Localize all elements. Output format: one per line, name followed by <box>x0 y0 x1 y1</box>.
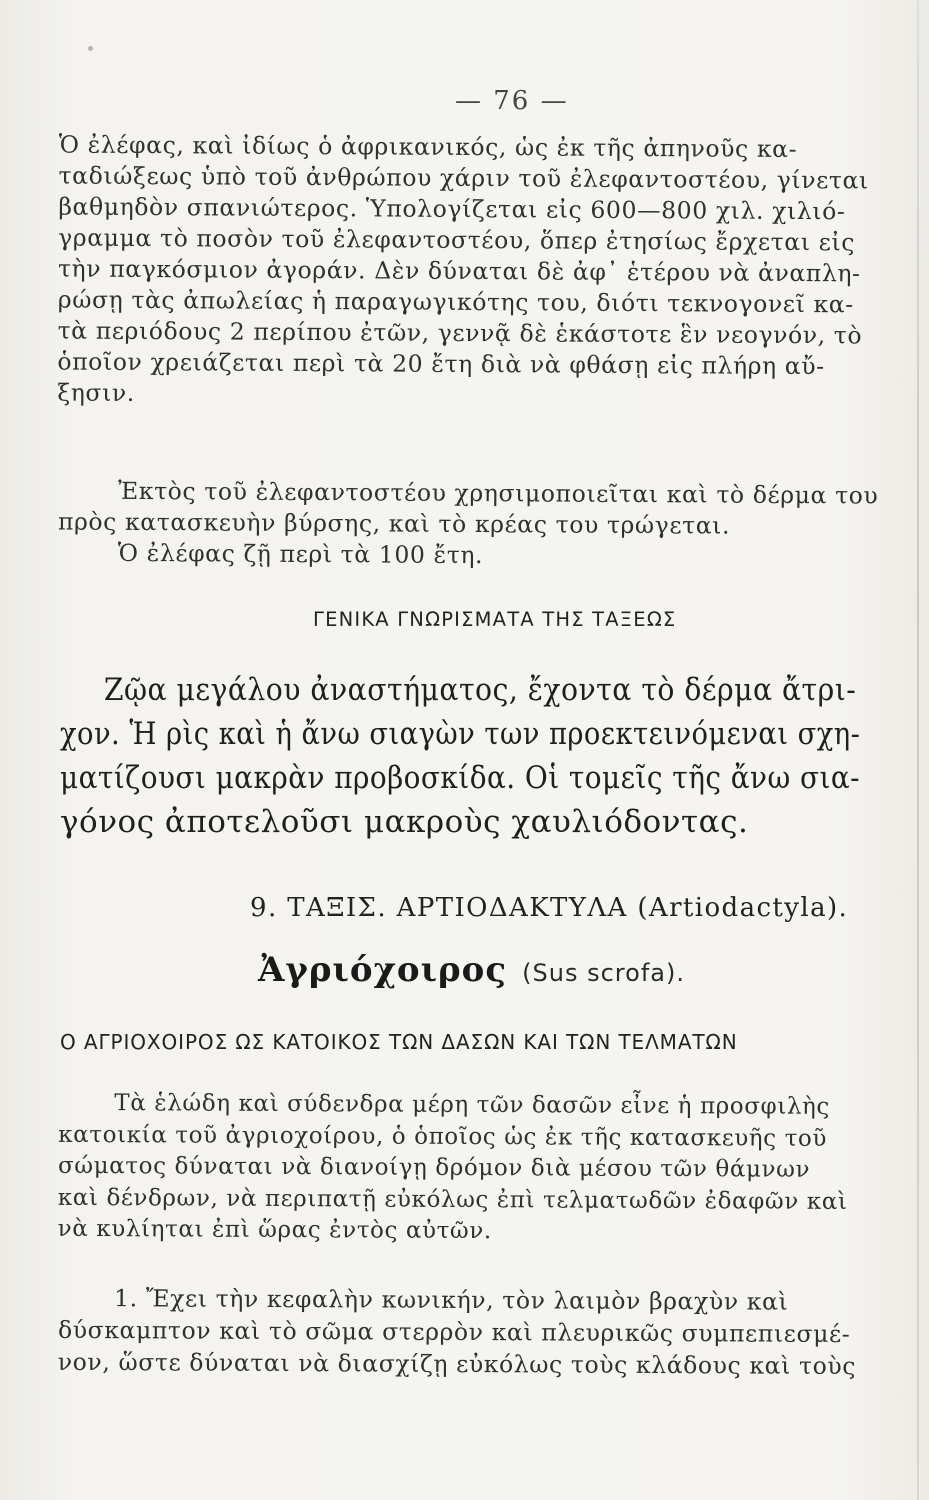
species-latin-name: (Sus scrofa). <box>522 959 685 987</box>
text-line: χον. Ἡ ρὶς καὶ ἡ ἄνω σιαγὼν των προεκτεινόμεναι σχη- <box>60 716 861 752</box>
text-line: Ὁ ἐλέφας, καὶ ἰδίως ὁ ἀφρικανικός, ὡς ἐκ τῆς ἀπηνοῦς κα- <box>58 130 798 164</box>
order-title: 9. ΤΑΞΙΣ. ΑΡΤΙΟΔΑΚΤΥΛΑ (Artiodactyla). <box>250 893 849 923</box>
page-edge-shadow <box>917 0 919 1500</box>
general-features-text <box>60 668 860 844</box>
text-line: γόνος ἀποτελοῦσι μακροὺς χαυλιόδοντας. <box>60 804 749 840</box>
species-name: Ἀγριόχοιρος <box>258 950 508 990</box>
text-line: τὴν παγκόσμιον ἀγοράν. Δὲν δύναται δὲ ἀφ᾽ ἑτέρου νὰ ἀναπλη- <box>57 254 861 288</box>
text-line: ταδιώξεως ὑπὸ τοῦ ἀνθρώπου χάριν τοῦ ἐλεφαντοστέου, γίνεται <box>58 161 869 195</box>
text-line: κατοικία τοῦ ἀγριοχοίρου, ὁ ὁποῖος ὡς ἐκ τῆς κατασκευῆς τοῦ <box>58 1121 828 1152</box>
text-line: ρώσῃ τὰς ἀπωλείας ἡ παραγωγικότης του, διότι τεκνογονεῖ κα- <box>57 285 854 319</box>
text-line: Τὰ ἑλώδη καὶ σύδενδρα μέρη τῶν δασῶν εἶνε ἡ προσφιλὴς <box>114 1090 831 1120</box>
paragraph-elephant <box>57 129 879 413</box>
paragraph-habitat <box>58 1088 879 1250</box>
text-line: Ὁ ἐλέφας ζῇ περὶ τὰ 100 ἔτη. <box>117 538 484 570</box>
text-line: γραμμα τὸ ποσὸν τοῦ ἐλεφαντοστέου, ὅπερ ἐτησίως ἔρχεται εἰς <box>58 223 856 257</box>
paper-speck <box>88 46 93 51</box>
text-line: νὰ κυλίηται ἐπὶ ὥρας ἐντὸς αὐτῶν. <box>57 1215 492 1245</box>
page-number: — 76 — <box>455 86 569 116</box>
text-line: τὰ περιόδους 2 περίπου ἐτῶν, γεννᾷ δὲ ἑκάστοτε ἓν νεογνόν, τὸ <box>57 316 863 350</box>
paragraph-uses <box>58 475 879 573</box>
paragraph-point-1 <box>58 1282 878 1382</box>
text-line: νον, ὥστε δύναται νὰ διασχίζῃ εὐκόλως τοὺς κλάδους καὶ τοὺς <box>57 1347 857 1381</box>
text-line: ξησιν. <box>57 378 135 407</box>
text-line: ματίζουσι μακρὰν προβοσκίδα. Οἱ τομεῖς τῆς ἄνω σια- <box>60 760 861 796</box>
text-line: Ἐκτὸς τοῦ ἐλεφαντοστέου χρησιμοποιεῖται καὶ τὸ δέρμα του <box>118 476 879 510</box>
species-title <box>258 950 685 990</box>
text-line: δύσκαμπτον καὶ τὸ σῶμα στερρὸν καὶ πλευρικῶς συμπεπιεσμέ- <box>57 1315 851 1349</box>
text-line: σώματος δύναται νὰ διανοίγῃ δρόμον διὰ μέσου τῶν θάμνων <box>57 1152 811 1183</box>
text-line: πρὸς κατασκευὴν βύρσης, καὶ τὸ κρέας του τρώγεται. <box>57 507 731 540</box>
section-heading-forest: Ο ΑΓΡΙΟΧΟΙΡΟΣ ΩΣ ΚΑΤΟΙΚΟΣ ΤΩΝ ΔΑΣΩΝ ΚΑΙ ΤΩΝ ΤΕΛΜΑΤΩΝ <box>60 1030 738 1054</box>
section-heading-general: ΓΕΝΙΚΑ ΓΝΩΡΙΣΜΑΤΑ ΤΗΣ ΤΑΞΕΩΣ <box>313 608 677 631</box>
text-line: καὶ δένδρων, νὰ περιπατῇ εὐκόλως ἐπὶ τελματωδῶν ἐδαφῶν καὶ <box>57 1184 848 1215</box>
text-line: βαθμηδὸν σπανιώτερος. Ὑπολογίζεται εἰς 600—800 χιλ. χιλιό- <box>58 192 846 226</box>
text-line: 1. Ἔχει τὴν κεφαλὴν κωνικήν, τὸν λαιμὸν βραχὺν καὶ <box>114 1284 789 1316</box>
text-line: ὁποῖον χρειάζεται περὶ τὰ 20 ἔτη διὰ νὰ φθάσῃ εἰς πλήρη αὔ- <box>57 347 825 381</box>
text-line: Ζῷα μεγάλου ἀναστήματος, ἔχοντα τὸ δέρμα ἄτρι- <box>103 672 857 708</box>
